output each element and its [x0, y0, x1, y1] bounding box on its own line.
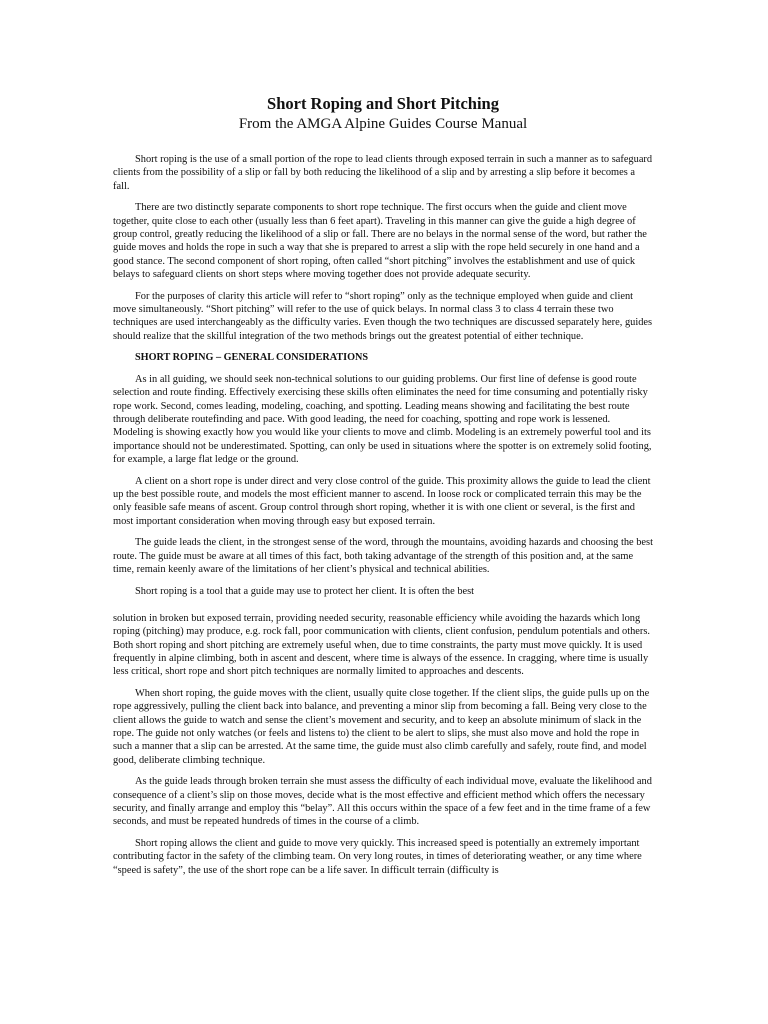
paragraph: There are two distinctly separate components to short rope technique. The first occurs when the guide and client move together, quite close to each other (usually less than 6 feet apart). Traveling in this manner can give the guide a high degree of group control, greatly reducing the likelihood of a slip or fall. There are no belays in the normal sense of the word, but rather the guide moves and holds the rope in such a way that she is prepared to arrest a slip with the rope held securely in one hand and a good stance. The second component of short roping, often called “short pitching” involves the establishment and use of quick belays to safeguard clients on short steps where moving together does not provide adequate security.	[113, 202, 647, 280]
paragraph: The guide leads the client, in the strongest sense of the word, through the mountains, avoiding hazards and choosing the best route. The guide must be aware at all times of this fact, both taking advantage of the strength of this position and, at the same time, remain keenly aware of the limitations of her client’s physical and technical abilities.	[113, 537, 653, 576]
paragraph: Short roping allows the client and guide to move very quickly. This increased speed is potentially an extremely important contributing factor in the safety of the climbing team. On very long routes, in times of deteriorating weather, or any time where “speed is safety”, the use of the short rope can be a life saver. In difficult terrain (difficulty is	[113, 838, 642, 876]
document-subtitle: From the AMGA Alpine Guides Course Manual	[238, 116, 528, 132]
paragraph: Short roping is a tool that a guide may use to protect her client. It is often the best	[135, 585, 475, 597]
paragraph: As the guide leads through broken terrain she must assess the difficulty of each individual move, evaluate the likelihood and consequence of a client’s slip on those moves, decide what is the most effective and efficient method which offers the necessary security, and finally arrange and employ this “belay”. All this occurs within the space of a few feet and in the time frame of a few seconds, and must be repeated hundreds of times in the course of a climb.	[113, 776, 652, 828]
document-body	[113, 153, 653, 877]
document-title: Short Roping and Short Pitching	[267, 94, 499, 113]
paragraph: Short roping is the use of a small portion of the rope to lead clients through exposed terrain in such a manner as to safeguard clients from the possibility of a slip or fall by both reducing the likelihood of a slip and by arresting a slip before it becomes a fall.	[113, 154, 653, 192]
paragraph: For the purposes of clarity this article will refer to “short roping” only as the technique employed when guide and client move simultaneously. “Short pitching” will refer to the use of quick belays. In normal class 3 to class 4 terrain these two techniques are used interchangeably as the difficulty varies. Even though the two techniques are discussed separately here, guides should realize that the skillful integration of the two methods brings out the greatest potential of either technique.	[113, 290, 653, 342]
section-heading: SHORT ROPING – GENERAL CONSIDERATIONS	[135, 352, 369, 364]
paragraph: A client on a short rope is under direct and very close control of the guide. This proximity allows the guide to lead the client up the best possible route, and models the most efficient manner to ascend. In loose rock or complicated terrain this may be the only feasible safe means of ascent. Group control through short roping, whether it is with one client or several, is the first and most important consideration when moving through easy but exposed terrain.	[113, 475, 651, 527]
paragraph: As in all guiding, we should seek non-technical solutions to our guiding problems. Our first line of defense is good route selection and route finding. Effectively exercising these skills often eliminates the need for time consuming and potentially risky rope work. Second, comes leading, modeling, coaching, and spotting. Leading means showing and facilitating the best route through deliberate routefinding and pace. With good leading, the need for coaching, spotting and rope work is lessened. Modeling is showing exactly how you would like your clients to move and climb. Modeling is an extremely powerful tool and its importance should not be underestimated. Spotting, can only be used in situations where the spotter is on extremely solid footing, for example, a large flat ledge or the ground.	[113, 374, 652, 465]
paragraph: solution in broken but exposed terrain, providing needed security, reasonable efficiency while avoiding the hazards which long roping (pitching) may produce, e.g. rock fall, poor communication with clients, client confusion, pendulum potentials and others. Both short roping and short pitching are extremely useful when, due to time constraints, the party must move quickly. It is used frequently in alpine climbing, both in ascent and descent, where time is always of the essence. In cragging, where time is usually less critical, short rope and short pitch techniques are normally limited to approaches and descents.	[113, 613, 651, 678]
paragraph: When short roping, the guide moves with the client, usually quite close together. If the client slips, the guide pulls up on the rope aggressively, pulling the client back into balance, and preventing a minor slip from becoming a fall. Being very close to the client allows the guide to watch and sense the client’s movement and security, and to keep an absolute minimum of slack in the rope. The guide not only watches (or feels and listens to) the client to be alert to slips, she must also move and hold the rope in such a manner that a slip can be arrested. At the same time, the guide must also climb carefully and safely, route find, and model good, deliberate climbing technique.	[113, 688, 650, 766]
